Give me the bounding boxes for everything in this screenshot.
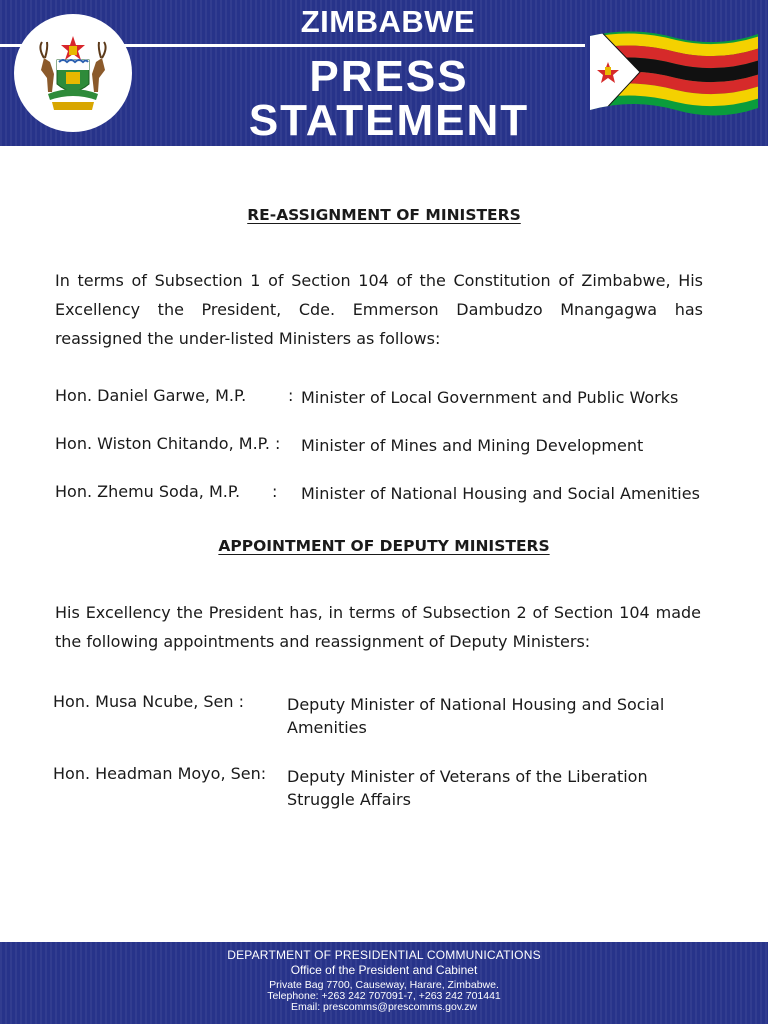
statement-title: STATEMENT [248,96,530,145]
deputy-role-line1: Deputy Minister of Veterans of the Liberation [287,767,648,786]
minister-colon: : [272,482,278,501]
minister-colon: : [288,386,294,405]
deputy-name: Hon. Headman Moyo, Sen: [53,764,267,783]
postal-address: Private Bag 7700, Causeway, Harare, Zimbabwe. [269,979,499,991]
reassignment-heading: RE-ASSIGNMENT OF MINISTERS [247,206,521,224]
press-title: PRESS [309,52,469,101]
country-title: ZIMBABWE [300,4,476,39]
reassignment-intro: In terms of Subsection 1 of Section 104 of the Constitution of Zimbabwe, His Excellency the President, Cde. Emmerson Dambudzo Mnangagwa has reassigned the under-listed Ministers as follows: [55,271,703,348]
telephone-numbers: Telephone: +263 242 707091-7, +263 242 701441 [267,990,501,1002]
minister-name: Hon. Daniel Garwe, M.P. [55,386,247,405]
press-statement-header [0,0,768,146]
office-name: Office of the President and Cabinet [290,963,478,977]
minister-role: Minister of Local Government and Public Works [301,388,679,407]
press-statement-footer [0,942,768,1024]
minister-role: Minister of National Housing and Social Amenities [301,484,700,503]
deputy-appointment-heading: APPOINTMENT OF DEPUTY MINISTERS [218,537,550,555]
deputy-role-line1: Deputy Minister of National Housing and Social [287,695,665,714]
minister-role: Minister of Mines and Mining Development [301,436,644,455]
coat-of-arms-icon [14,14,132,132]
deputy-role-line2: Amenities [287,718,367,737]
department-name: DEPARTMENT OF PRESIDENTIAL COMMUNICATIONS [227,948,541,962]
email-address: Email: prescomms@prescomms.gov.zw [290,1001,478,1013]
deputy-role-line2: Struggle Affairs [287,790,411,809]
deputy-name: Hon. Musa Ncube, Sen : [53,692,244,711]
minister-name: Hon. Zhemu Soda, M.P. [55,482,241,501]
minister-name: Hon. Wiston Chitando, M.P. : [55,434,281,453]
deputy-intro: His Excellency the President has, in terms of Subsection 2 of Section 104 made the following appointments and reassignment of Deputy Ministers: [55,603,701,651]
zimbabwe-flag-icon [588,28,760,123]
